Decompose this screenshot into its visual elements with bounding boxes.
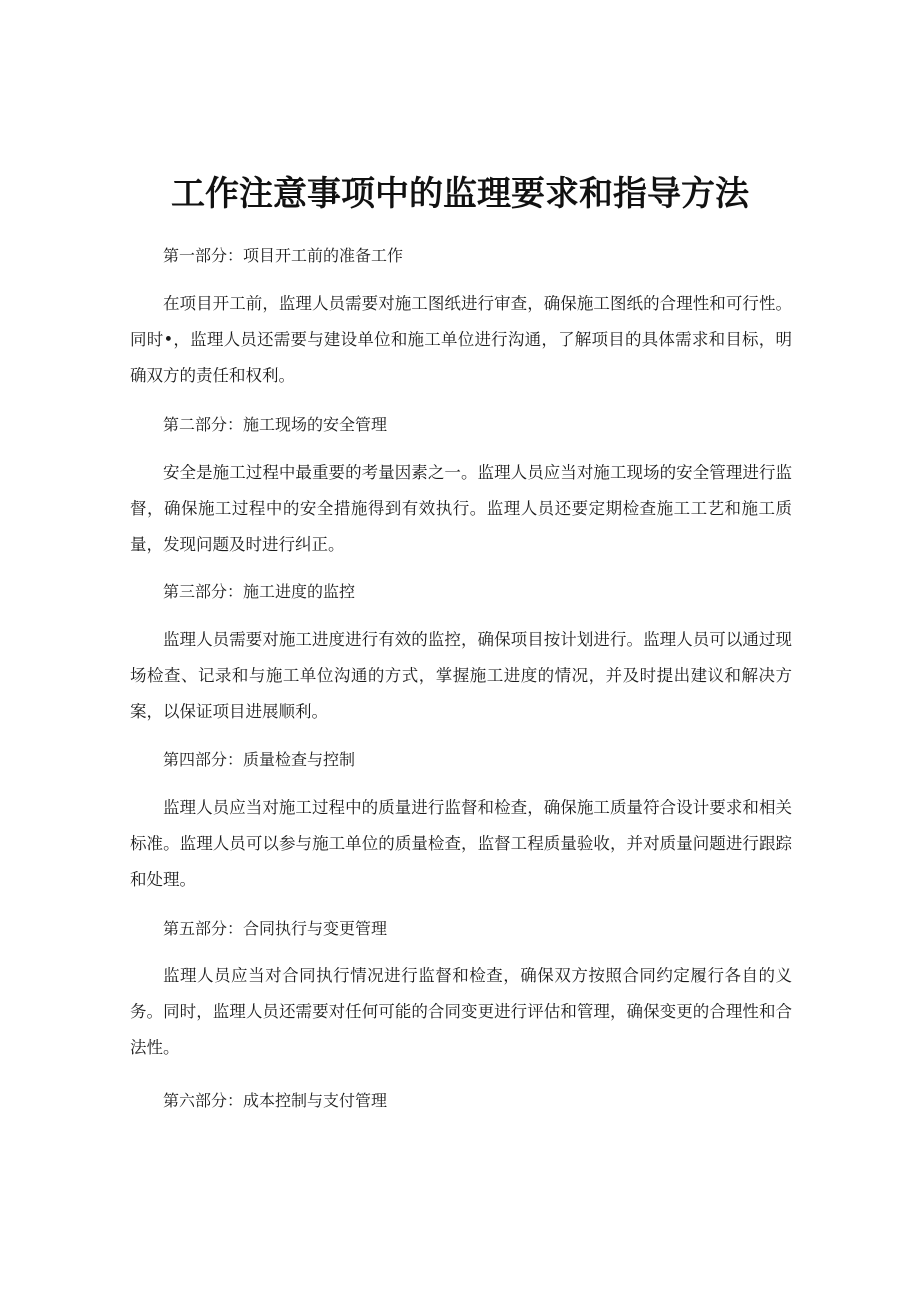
- section-body-1: 在项目开工前，监理人员需要对施工图纸进行审查，确保施工图纸的合理性和可行性。同时•，监理人员还需要与建设单位和施工单位进行沟通，了解项目的具体需求和目标，明确双方的责任和权利。: [130, 294, 792, 385]
- section-body-4: 监理人员应当对施工过程中的质量进行监督和检查，确保施工质量符合设计要求和相关标准。监理人员可以参与施工单位的质量检查，监督工程质量验收，并对质量问题进行跟踪和处理。: [130, 798, 792, 889]
- section-heading-4: 第四部分：质量检查与控制: [163, 750, 356, 769]
- section-heading-3: 第三部分：施工进度的监控: [163, 582, 356, 601]
- section-body-2: 安全是施工过程中最重要的考量因素之一。监理人员应当对施工现场的安全管理进行监督，确保施工过程中的安全措施得到有效执行。监理人员还要定期检查施工工艺和施工质量，发现问题及时进行纠正。: [130, 463, 792, 554]
- section-heading-1: 第一部分：项目开工前的准备工作: [163, 246, 404, 265]
- section-heading-2: 第二部分：施工现场的安全管理: [163, 415, 388, 434]
- section-body-5: 监理人员应当对合同执行情况进行监督和检查，确保双方按照合同约定履行各自的义务。同时，监理人员还需要对任何可能的合同变更进行评估和管理，确保变更的合理性和合法性。: [130, 966, 792, 1057]
- section-body-3: 监理人员需要对施工进度进行有效的监控，确保项目按计划进行。监理人员可以通过现场检查、记录和与施工单位沟通的方式，掌握施工进度的情况，并及时提出建议和解决方案，以保证项目进展顺利。: [130, 630, 792, 721]
- section-heading-5: 第五部分：合同执行与变更管理: [163, 919, 388, 938]
- section-heading-6: 第六部分：成本控制与支付管理: [163, 1091, 388, 1110]
- document-title: 工作注意事项中的监理要求和指导方法: [171, 174, 749, 214]
